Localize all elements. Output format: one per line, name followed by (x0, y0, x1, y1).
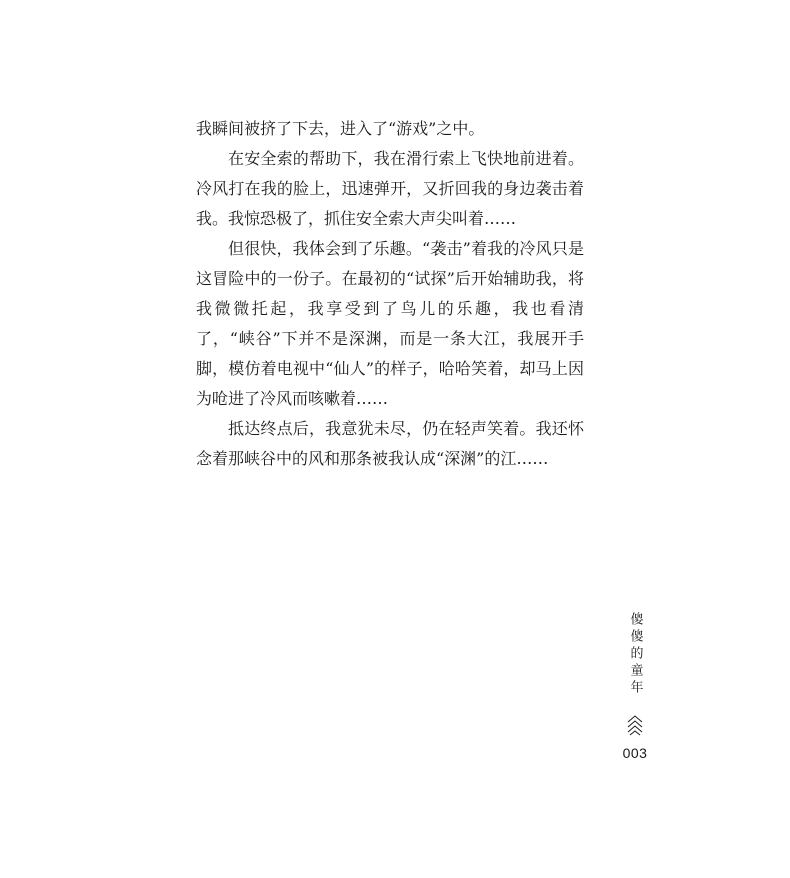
paragraph-1: 我瞬间被挤了下去，进入了“游戏”之中。 (196, 119, 485, 138)
paragraph-2: 在安全索的帮助下，我在滑行索上飞快地前进着。冷风打在我的脸上，迅速弹开，又折回我的身边袭击着我。我惊恐极了，抓住安全索大声尖叫着…… (196, 149, 584, 228)
double-chevron-up-icon (626, 713, 644, 737)
body-text (196, 114, 584, 474)
page-number: 003 (622, 745, 648, 761)
paragraph-3: 但很快，我体会到了乐趣。“袭击”着我的冷风只是这冒险中的一份子。在最初的“试探”后开始辅助我，将我微微托起，我享受到了鸟儿的乐趣，我也看清了，“峡谷”下并不是深渊，而是一条大江，我展开手脚，模仿着电视中“仙人”的样子，哈哈笑着，却马上因为呛进了冷风而咳嗽着…… (196, 239, 584, 408)
book-title: 傻傻的童年 (627, 612, 643, 697)
paragraph-4: 抵达终点后，我意犹未尽，仍在轻声笑着。我还怀念着那峡谷中的风和那条被我认成“深渊”的江…… (196, 419, 584, 468)
page-sidebar (622, 612, 648, 761)
